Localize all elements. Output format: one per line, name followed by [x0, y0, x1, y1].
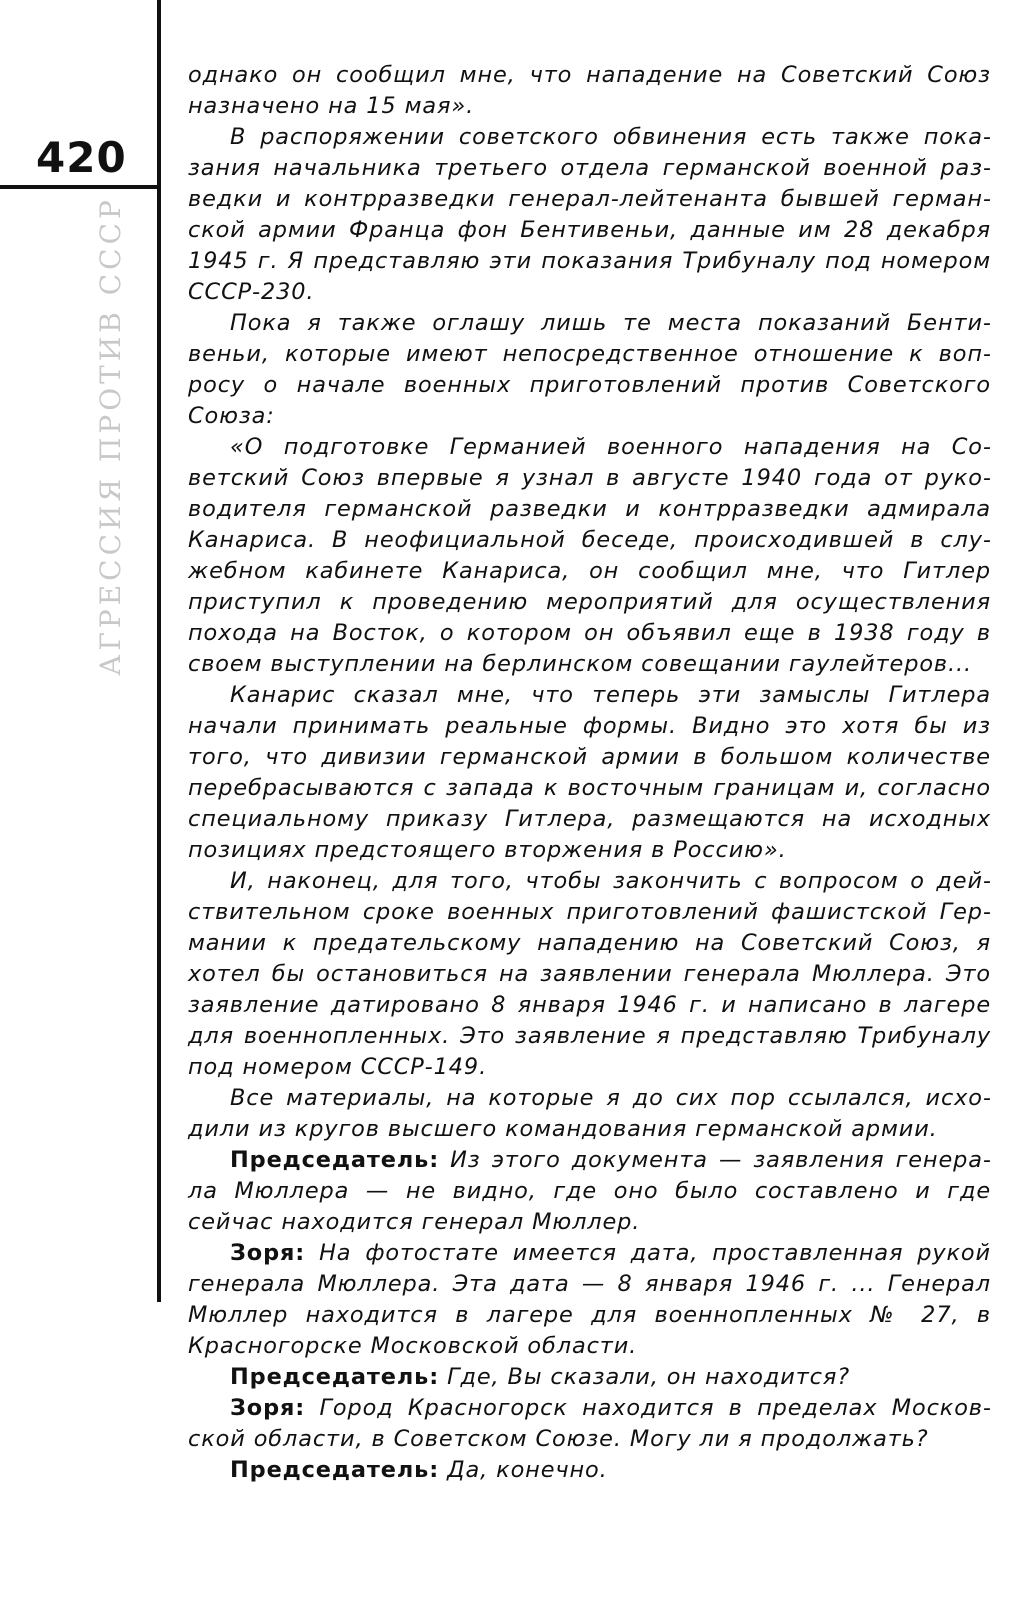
quote-paragraph-1: «О подготовке Германией военного нападения на Советский Союз впервые я узнал в августе 1940 года от руководителя германской разведки и контрразведки адмирала Канариса. В неофициальной беседе, происходившей в служебном кабинете Канариса, он сообщил мне, что Гитлер приступил к проведению мероприятий для осуществления похода на Восток, о котором он объявил еще в 1938 году в своем выступлении на берлинском совещании гаулейтеров...	[188, 434, 991, 677]
dialogue-line-1: Председатель: Из этого документа — заявления генерала Мюллера — не видно, где оно было составлено и где сейчас находится генерал Мюллер.	[188, 1147, 991, 1235]
page-number: 420	[36, 133, 127, 182]
dialogue-line-3: Председатель: Где, Вы сказали, он находится?	[230, 1364, 851, 1390]
vertical-rule	[157, 0, 161, 1302]
dialogue-line-4: Зоря: Город Красногорск находится в пределах Московской области, в Советском Союзе. Могу ли я продолжать?	[188, 1395, 991, 1452]
paragraph-4: И, наконец, для того, чтобы закончить с вопросом о действительном сроке военных приготовлений фашистской Германии к предательскому нападению на Советский Союз, я хотел бы остановиться на заявлении генерала Мюллера. Это заявление датировано 8 января 1946 г. и написано в лагере для военнопленных. Это заявление я представляю Трибуналу под номером СССР-149.	[188, 868, 991, 1080]
header-rule	[0, 185, 158, 189]
running-title-vertical: АГРЕССИЯ ПРОТИВ СССР	[94, 196, 127, 676]
speaker-label: Зоря:	[230, 1240, 306, 1266]
speaker-label: Председатель:	[230, 1457, 440, 1483]
page-body	[188, 60, 991, 1486]
dialogue-line-5: Председатель: Да, конечно.	[230, 1457, 608, 1483]
speaker-label: Зоря:	[230, 1395, 306, 1421]
paragraph-1: однако он сообщил мне, что нападение на Советский Союз назначено на 15 мая».	[188, 62, 991, 119]
speaker-label: Председатель:	[230, 1364, 440, 1390]
speaker-label: Председатель:	[230, 1147, 440, 1173]
dialogue-line-2: Зоря: На фотостате имеется дата, проставленная рукой генерала Мюллера. Эта дата — 8 января 1946 г. ... Генерал Мюллер находится в лагере для военнопленных № 27, в Красногорске Московской области.	[188, 1240, 991, 1359]
paragraph-3: Пока я также оглашу лишь те места показаний Бентивеньи, которые имеют непосредственное отношение к вопросу о начале военных приготовлений против Советского Союза:	[188, 310, 991, 429]
paragraph-5: Все материалы, на которые я до сих пор ссылался, исходили из кругов высшего командования германской армии.	[188, 1085, 991, 1142]
quote-paragraph-2: Канарис сказал мне, что теперь эти замыслы Гитлера начали принимать реальные формы. Видно это хотя бы из того, что дивизии германской армии в большом количестве перебрасываются с запада к восточным границам и, согласно специальному приказу Гитлера, размещаются на исходных позициях предстоящего вторжения в Россию».	[188, 682, 991, 863]
paragraph-2: В распоряжении советского обвинения есть также показания начальника третьего отдела германской военной разведки и контрразведки генерал-лейтенанта бывшей германской армии Франца фон Бентивеньи, данные им 28 декабря 1945 г. Я представляю эти показания Трибуналу под номером СССР-230.	[188, 124, 991, 305]
